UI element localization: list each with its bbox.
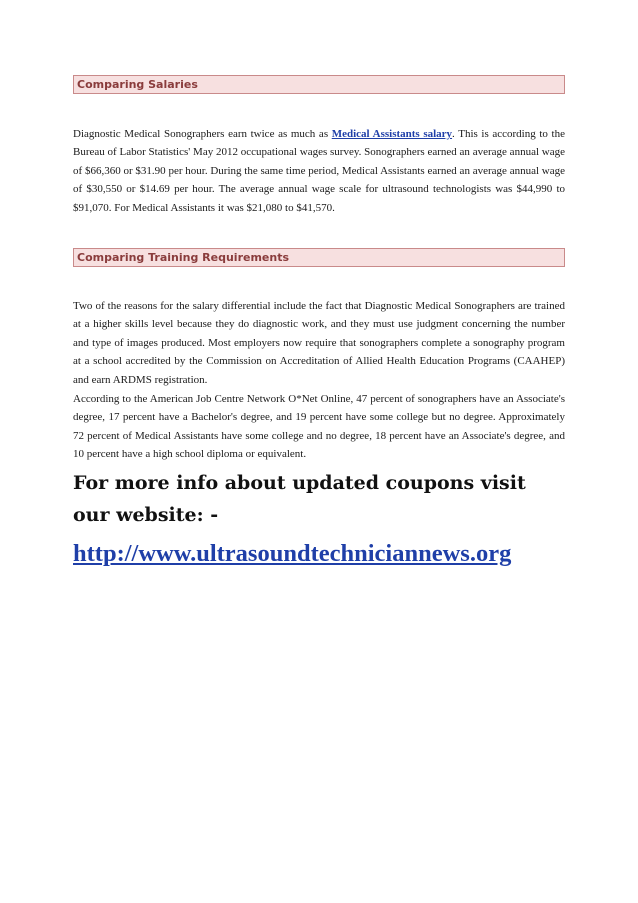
section-heading-training: Comparing Training Requirements <box>73 248 565 267</box>
website-link[interactable]: http://www.ultrasoundtechniciannews.org <box>73 540 512 567</box>
training-paragraph-1: Two of the reasons for the salary differential include the fact that Diagnostic Medical Sonographers are trained at a higher skills level because they do diagnostic work, and they must use judgment concerning the number and type of images produced. Most employers now require that sonographers complete a sonography program at a school accredited by the Commission on Accreditation of Allied Health Education Programs (CAAHEP) and earn ARDMS registration. <box>73 300 565 386</box>
promo-text: For more info about updated coupons visit our website: - <box>73 472 526 526</box>
medical-assistants-salary-link[interactable]: Medical Assistants salary <box>331 128 453 140</box>
salaries-text-start: Diagnostic Medical Sonographers earn twice as much as <box>73 128 332 140</box>
salaries-text-end: . This is according to the Bureau of Labor Statistics' May 2012 occupational wages survey. Sonographers earned an average annual wage of $66,360 or $31.90 per hour. During the same time period, Medical Assistants earned an average annual wage of $30,550 or $14.69 per hour. The average annual wage scale for ultrasound technologists was $44,990 to $91,070. For Medical Assistants it was $21,080 to $41,570. <box>73 128 565 214</box>
training-paragraph-2: According to the American Job Centre Network O*Net Online, 47 percent of sonographers have an Associate's degree, 17 percent have a Bachelor's degree, and 19 percent have some college but no degree. Approximately 72 percent of Medical Assistants have some college and no degree, 18 percent have an Associate's degree, and 10 percent have a high school diploma or equivalent. <box>73 393 565 461</box>
section-heading-salaries: Comparing Salaries <box>73 75 565 94</box>
salaries-paragraph <box>73 125 565 217</box>
